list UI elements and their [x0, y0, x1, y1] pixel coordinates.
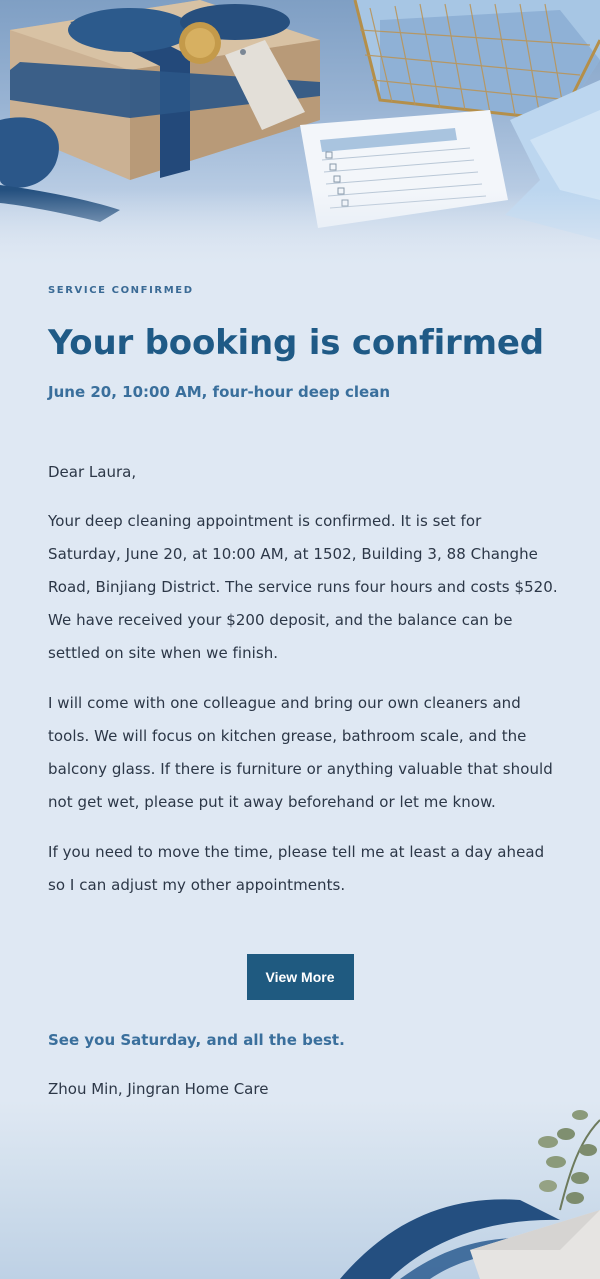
closing-line: See you Saturday, and all the best. [48, 1031, 345, 1049]
footer-scene [0, 1100, 600, 1279]
email-body [48, 284, 558, 1100]
eucalyptus-icon [538, 1110, 600, 1210]
page-title: Your booking is confirmed [48, 323, 544, 363]
signature: Zhou Min, Jingran Home Care [48, 1080, 269, 1098]
paragraph-service-plan: I will come with one colleague and bring our own cleaners and tools. We will focus on kitchen grease, bathroom scale, and the balcony glass. If there is furniture or anything valuable that should not get wet, please put it away beforehand or let me know. [48, 694, 553, 811]
greeting: Dear Laura, [48, 463, 137, 481]
eyebrow-label: SERVICE CONFIRMED [48, 285, 194, 296]
booking-summary: June 20, 10:00 AM, four-hour deep clean [48, 383, 391, 401]
paragraph-reschedule-note: If you need to move the time, please tell me at least a day ahead so I can adjust my other appointments. [48, 843, 545, 894]
checklist-paper-icon [300, 110, 508, 228]
footer-illustration [0, 1100, 600, 1279]
paragraph-appointment-details: Your deep cleaning appointment is confirmed. It is set for Saturday, June 20, at 10:00 AM, at 1502, Building 3, 88 Changhe Road, Binjiang District. The service runs four hours and costs $520. We have received your $200 deposit, and the balance can be settled on site when we finish. [48, 512, 558, 662]
cta-container [48, 954, 552, 1000]
hero-illustration [0, 0, 600, 270]
hero-scene [0, 0, 600, 270]
view-more-button[interactable]: View More [247, 954, 354, 1000]
